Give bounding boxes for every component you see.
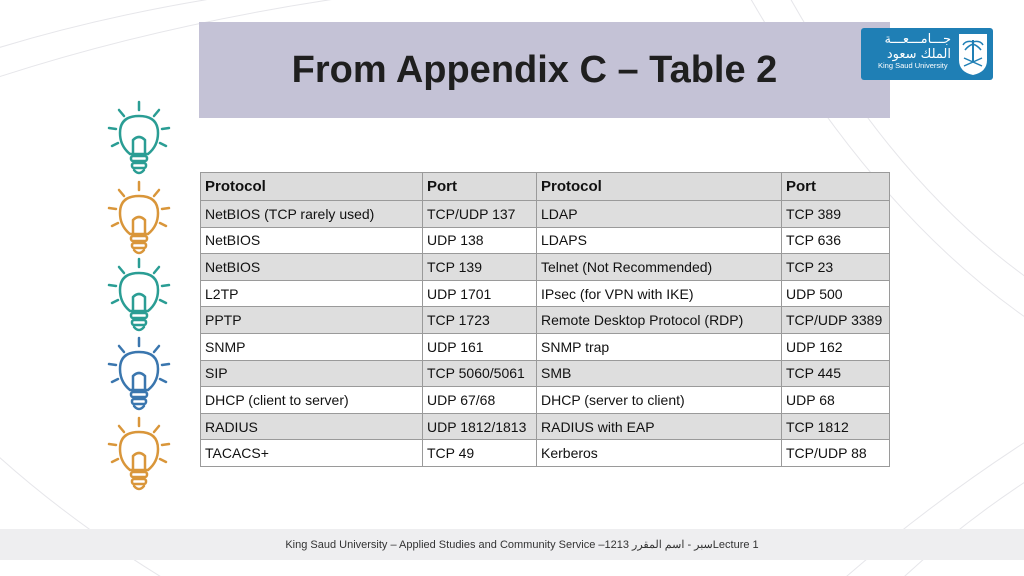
port-cell: UDP 500 bbox=[782, 280, 890, 307]
lightbulb-decoration bbox=[104, 100, 174, 500]
protocol-cell: PPTP bbox=[201, 307, 423, 334]
protocol-cell: LDAP bbox=[537, 201, 782, 228]
port-cell: UDP 67/68 bbox=[423, 387, 537, 414]
lightbulb-icon bbox=[104, 416, 174, 496]
protocol-cell: SMB bbox=[537, 360, 782, 387]
footer-band bbox=[0, 529, 1024, 560]
protocol-cell: Kerberos bbox=[537, 440, 782, 467]
header-port-1: Port bbox=[423, 173, 537, 201]
protocol-cell: SIP bbox=[201, 360, 423, 387]
port-cell: TCP/UDP 88 bbox=[782, 440, 890, 467]
table-row bbox=[201, 360, 890, 387]
header-port-2: Port bbox=[782, 173, 890, 201]
protocol-cell: IPsec (for VPN with IKE) bbox=[537, 280, 782, 307]
protocol-cell: LDAPS bbox=[537, 227, 782, 254]
port-cell: TCP 389 bbox=[782, 201, 890, 228]
table-row bbox=[201, 333, 890, 360]
protocol-cell: Telnet (Not Recommended) bbox=[537, 254, 782, 281]
port-cell: UDP 162 bbox=[782, 333, 890, 360]
table-row bbox=[201, 227, 890, 254]
port-cell: UDP 138 bbox=[423, 227, 537, 254]
lightbulb-icon bbox=[104, 336, 174, 416]
footer-text: King Saud University – Applied Studies and Community Service –1213 سبر - اسم المقررLecture 1 bbox=[285, 539, 759, 551]
table-row bbox=[201, 387, 890, 414]
protocol-cell: RADIUS bbox=[201, 413, 423, 440]
port-cell: TCP 1723 bbox=[423, 307, 537, 334]
logo-arabic-line2: الملك سعود bbox=[886, 47, 951, 62]
logo-arabic-line1: جـــامـــعـــة bbox=[884, 32, 951, 47]
port-cell: TCP 139 bbox=[423, 254, 537, 281]
protocol-cell: SNMP trap bbox=[537, 333, 782, 360]
header-protocol-1: Protocol bbox=[201, 173, 423, 201]
protocol-cell: L2TP bbox=[201, 280, 423, 307]
lightbulb-icon bbox=[104, 257, 174, 337]
port-cell: TCP 445 bbox=[782, 360, 890, 387]
logo-english-text: King Saud University bbox=[878, 61, 948, 70]
lightbulb-icon bbox=[104, 180, 174, 260]
protocol-cell: NetBIOS (TCP rarely used) bbox=[201, 201, 423, 228]
university-logo bbox=[861, 28, 993, 80]
protocol-cell: DHCP (client to server) bbox=[201, 387, 423, 414]
protocol-cell: NetBIOS bbox=[201, 254, 423, 281]
header-protocol-2: Protocol bbox=[537, 173, 782, 201]
protocol-port-table bbox=[200, 172, 890, 467]
port-cell: TCP/UDP 3389 bbox=[782, 307, 890, 334]
table-row bbox=[201, 201, 890, 228]
port-cell: TCP 23 bbox=[782, 254, 890, 281]
protocol-cell: Remote Desktop Protocol (RDP) bbox=[537, 307, 782, 334]
port-cell: TCP 49 bbox=[423, 440, 537, 467]
port-cell: TCP 636 bbox=[782, 227, 890, 254]
port-cell: UDP 161 bbox=[423, 333, 537, 360]
protocol-cell: SNMP bbox=[201, 333, 423, 360]
port-cell: TCP 5060/5061 bbox=[423, 360, 537, 387]
port-cell: TCP 1812 bbox=[782, 413, 890, 440]
title-band bbox=[199, 22, 890, 118]
palm-swords-emblem-icon bbox=[956, 32, 990, 76]
protocol-cell: RADIUS with EAP bbox=[537, 413, 782, 440]
port-cell: UDP 1701 bbox=[423, 280, 537, 307]
lightbulb-icon bbox=[104, 100, 174, 180]
protocol-cell: TACACS+ bbox=[201, 440, 423, 467]
slide-title: From Appendix C – Table 2 bbox=[291, 48, 778, 91]
protocol-cell: NetBIOS bbox=[201, 227, 423, 254]
port-cell: TCP/UDP 137 bbox=[423, 201, 537, 228]
port-cell: UDP 68 bbox=[782, 387, 890, 414]
table-row bbox=[201, 280, 890, 307]
table-row bbox=[201, 413, 890, 440]
table-row bbox=[201, 307, 890, 334]
table-row bbox=[201, 440, 890, 467]
table-header-row bbox=[201, 173, 890, 201]
protocol-cell: DHCP (server to client) bbox=[537, 387, 782, 414]
table-row bbox=[201, 254, 890, 281]
port-cell: UDP 1812/1813 bbox=[423, 413, 537, 440]
